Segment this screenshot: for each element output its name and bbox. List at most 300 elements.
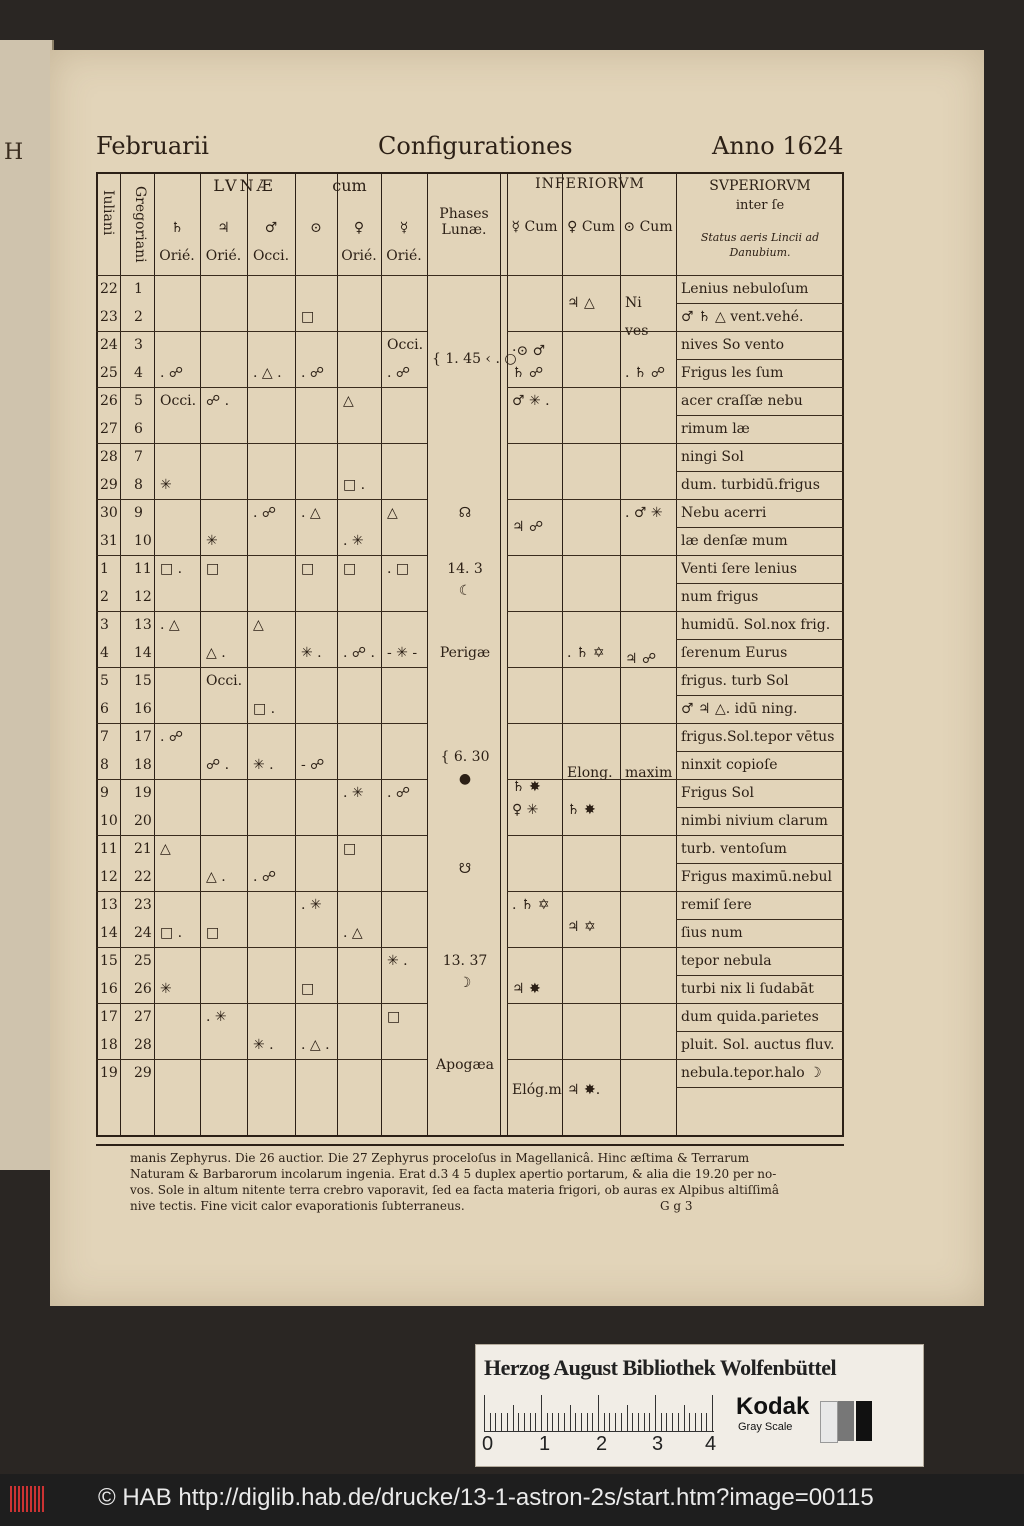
col-lunae: LVNÆ cum [213, 176, 367, 195]
gregorian-day: 2 [134, 309, 143, 325]
julian-day: 11 [100, 841, 118, 857]
ruler-tick [513, 1405, 514, 1431]
scale-ruler [484, 1393, 714, 1432]
gregorian-day: 11 [134, 561, 152, 577]
julian-day: 23 [100, 309, 118, 325]
row-rule [154, 835, 427, 836]
row-rule [154, 443, 427, 444]
lunar-aspect-mark: △ [343, 393, 354, 409]
weather-note: Nebu acerri [681, 505, 767, 521]
weather-note: ſerenum Eurus [681, 645, 788, 661]
julian-day: 8 [100, 757, 109, 773]
julian-day: 17 [100, 1009, 118, 1025]
weather-note: læ denſæ mum [681, 533, 788, 549]
weather-rule [676, 1059, 844, 1060]
julian-day: 1 [100, 561, 109, 577]
ruler-tick [684, 1405, 685, 1431]
ruler-tick [695, 1413, 696, 1431]
row-rule [154, 779, 427, 780]
lunar-aspect-mark: . □ [387, 561, 410, 577]
planet-aspect-mark: . ♄ ✡ [567, 645, 605, 661]
weather-rule [676, 835, 844, 836]
julian-day: 26 [100, 393, 118, 409]
planet-aspect-mark: ♄ ✸ [512, 779, 541, 796]
inferiorum-subheader: ♀ Cum [567, 219, 615, 235]
weather-rule [676, 387, 844, 388]
row-rule [96, 611, 154, 612]
gregorian-day: 21 [134, 841, 152, 857]
planet-aspect-mark: ♃ ☍ [625, 650, 657, 667]
lunae-subheader: ♀ Orié. [341, 220, 377, 264]
footnote-line: vos. Sole in altum nitente terra crebro vaporavit, ſed ea facta materia frigori, ob auras ex Alpibus altiſſimâ [130, 1183, 780, 1197]
lunar-aspect-mark: . ✳ [343, 533, 364, 549]
row-rule [154, 331, 427, 332]
ruler-tick [495, 1413, 496, 1431]
moon-phase-mark: { 1. 45 ‹ . ○ [432, 351, 517, 367]
gregorian-day: 7 [134, 449, 143, 465]
julian-day: 24 [100, 337, 118, 353]
footnote-line: Naturam & Barbarorum incolarum ingenia. Erat d.3 4 5 duplex apertio portarum, & alia die 19.20 per no- [130, 1167, 777, 1181]
gregorian-day: 29 [134, 1065, 152, 1081]
row-rule [96, 331, 154, 332]
ruler-tick [524, 1413, 525, 1431]
weather-note: nebula.tepor.halo ☽ [681, 1065, 822, 1081]
lunar-aspect-mark: Occi. [206, 673, 243, 689]
barcode-icon [10, 1486, 46, 1512]
planet-aspect-mark: ♃ ☍ [512, 519, 544, 535]
footnote-line: nive tectis. Fine vicit calor evaporationis ſubterraneus. G g 3 [130, 1199, 693, 1213]
ruler-tick [627, 1405, 628, 1431]
library-name: Herzog August Bibliothek Wolfenbüttel [484, 1355, 837, 1380]
weather-rule [676, 891, 844, 892]
gregorian-day: 6 [134, 421, 143, 437]
weather-note: ſius num [681, 925, 743, 941]
gregorian-day: 10 [134, 533, 152, 549]
julian-day: 12 [100, 869, 118, 885]
row-rule [96, 667, 154, 668]
ruler-tick [570, 1405, 571, 1431]
row-rule [154, 611, 427, 612]
lunar-aspect-mark: . △ [160, 617, 180, 633]
weather-note: pluit. Sol. auctus fluv. [681, 1037, 835, 1053]
weather-rule [676, 667, 844, 668]
ruler-tick [678, 1413, 679, 1431]
row-rule [96, 835, 154, 836]
moon-phase-mark: ☋ [458, 860, 472, 877]
lunar-aspect-mark: ☍ . [206, 393, 230, 409]
ruler-tick [490, 1413, 491, 1431]
julian-day: 6 [100, 701, 109, 717]
gregorian-day: 28 [134, 1037, 152, 1053]
julian-day: 31 [100, 533, 118, 549]
row-rule [154, 947, 427, 948]
row-rule [96, 779, 154, 780]
weather-note: frigus.Sol.tepor vētus [681, 729, 835, 745]
ruler-tick [655, 1395, 656, 1431]
julian-day: 19 [100, 1065, 118, 1081]
weather-rule [676, 695, 844, 696]
weather-note: acer craſſæ nebu [681, 393, 803, 409]
lunar-aspect-mark: □ [301, 981, 315, 997]
facing-page-edge [0, 40, 54, 1170]
lunar-aspect-mark: . △ . [253, 365, 282, 381]
col-inferiorum: INFERIORVM [535, 176, 645, 192]
lunar-aspect-mark: . ☍ [253, 505, 277, 521]
column-rule [381, 172, 382, 1137]
planet-aspect-mark: ♂ ✳ . [512, 393, 550, 409]
row-rule [154, 1059, 427, 1060]
col-iuliani: Iuliani [100, 190, 116, 236]
weather-rule [676, 947, 844, 948]
ruler-tick [638, 1413, 639, 1431]
gray-patch-light [820, 1401, 838, 1443]
lunar-aspect-mark: △ [253, 617, 264, 633]
planet-aspect-mark: ♀ ✳ [512, 801, 539, 818]
moon-phase-mark: ☾ [458, 583, 472, 600]
lunae-subheader: ☿ Orié. [386, 220, 422, 264]
gregorian-day: 14 [134, 645, 152, 661]
planet-aspect-mark: ♃ △ [567, 295, 595, 311]
weather-note: ninxit copioſe [681, 757, 778, 773]
julian-day: 25 [100, 365, 118, 381]
ruler-tick [615, 1413, 616, 1431]
ruler-tick [592, 1413, 593, 1431]
lunar-aspect-mark: ✳ . [253, 1037, 274, 1053]
row-rule [507, 555, 676, 556]
footnote-rule [96, 1144, 844, 1146]
column-rule [620, 172, 621, 1137]
ruler-tick [604, 1413, 605, 1431]
gregorian-day: 9 [134, 505, 143, 521]
row-rule [507, 1003, 676, 1004]
lunar-aspect-mark: . ✳ [343, 785, 364, 801]
row-rule [96, 1059, 154, 1060]
weather-note: turbi nix li ſudabāt [681, 981, 814, 997]
color-calibration-card [475, 1344, 924, 1467]
column-rule [676, 172, 677, 1137]
ruler-tick [535, 1413, 536, 1431]
ruler-tick [701, 1413, 702, 1431]
ruler-tick [581, 1413, 582, 1431]
lunar-aspect-mark: ✳ [160, 477, 172, 493]
row-rule [96, 891, 154, 892]
gregorian-day: 3 [134, 337, 143, 353]
header-title: Configurationes [378, 132, 573, 160]
julian-day: 22 [100, 281, 118, 297]
row-rule [154, 555, 427, 556]
lunar-aspect-mark: △ . [206, 869, 226, 885]
row-rule [507, 331, 676, 332]
lunar-aspect-mark: ✳ . [253, 757, 274, 773]
julian-day: 14 [100, 925, 118, 941]
moon-phase-mark: 14. 3 [447, 561, 483, 577]
lunar-aspect-mark: . ✳ [206, 1009, 227, 1025]
planet-aspect-mark: ♃ ✡ [567, 919, 596, 936]
row-rule [96, 443, 154, 444]
lunar-aspect-mark: Occi. [160, 393, 197, 409]
lunar-aspect-mark: . ☍ [387, 785, 411, 801]
lunar-aspect-mark: . ☍ [253, 869, 277, 885]
gray-patch-mid [838, 1401, 854, 1441]
weather-note: Frigus maximū.nebul [681, 869, 832, 885]
ruler-tick [587, 1413, 588, 1431]
ruler-tick [552, 1413, 553, 1431]
viewer-footer [0, 1474, 1024, 1526]
gregorian-day: 17 [134, 729, 152, 745]
weather-note: Lenius nebuloſum [681, 281, 809, 297]
row-rule [154, 499, 427, 500]
lunar-aspect-mark: . ✳ [301, 897, 322, 913]
row-rule [507, 387, 676, 388]
ruler-tick [649, 1413, 650, 1431]
lunar-aspect-mark: △ . [206, 645, 226, 661]
row-rule [507, 891, 676, 892]
signature-mark: G g 3 [660, 1199, 693, 1213]
julian-day: 15 [100, 953, 118, 969]
lunar-aspect-mark: - ☍ [301, 757, 325, 773]
weather-note: humidū. Sol.nox frig. [681, 617, 831, 633]
lunar-aspect-mark: . ☍ [160, 729, 184, 745]
weather-rule [676, 359, 844, 360]
col-inter-se: inter ſe [735, 198, 785, 213]
row-rule [507, 667, 676, 668]
moon-phase-mark: ● [458, 771, 472, 787]
column-rule [247, 172, 248, 1137]
inferiorum-subheader: ☿ Cum [511, 219, 558, 235]
lunar-aspect-mark: - ✳ - [387, 645, 418, 661]
ruler-tick [644, 1413, 645, 1431]
julian-day: 5 [100, 673, 109, 689]
column-rule [500, 172, 501, 1137]
lunar-aspect-mark: Occi. [387, 337, 424, 353]
row-rule [96, 555, 154, 556]
julian-day: 28 [100, 449, 118, 465]
facing-page-fragment: H [4, 140, 24, 165]
lunar-aspect-mark: . ☍ [301, 365, 325, 381]
row-rule [154, 891, 427, 892]
weather-note: num frigus [681, 589, 759, 605]
gregorian-day: 8 [134, 477, 143, 493]
weather-rule [676, 303, 844, 304]
column-rule [200, 172, 201, 1137]
lunar-aspect-mark: □ [301, 561, 315, 577]
gregorian-day: 22 [134, 869, 152, 885]
moon-phase-mark: ☊ [458, 505, 472, 521]
lunar-aspect-mark: . ☍ [160, 365, 184, 381]
ruler-tick [712, 1395, 713, 1431]
column-rule [562, 172, 563, 1137]
col-status-aeris: Status aeris Lincii ad Danubium. [700, 231, 820, 259]
weather-note: Venti ſere lenius [681, 561, 798, 577]
lunar-aspect-mark: . ☍ [387, 365, 411, 381]
moon-phase-mark: { 6. 30 [440, 748, 490, 765]
weather-rule [676, 919, 844, 920]
lunar-aspect-mark: □ [343, 561, 357, 577]
ruler-tick [609, 1413, 610, 1431]
footnote [130, 1150, 830, 1214]
column-rule [154, 172, 155, 1137]
lunae-subheader: ⊙ [310, 220, 322, 236]
planet-aspect-mark: . ♄ ✡ [512, 897, 550, 913]
ruler-tick [530, 1413, 531, 1431]
julian-day: 13 [100, 897, 118, 913]
weather-rule [676, 331, 844, 332]
julian-day: 29 [100, 477, 118, 493]
lunar-aspect-mark: ✳ . [387, 953, 408, 969]
weather-rule [676, 1087, 844, 1088]
weather-rule [676, 1003, 844, 1004]
row-rule [507, 443, 676, 444]
weather-rule [676, 779, 844, 780]
header-year: Anno 1624 [712, 132, 844, 160]
julian-day: 16 [100, 981, 118, 997]
gregorian-day: 15 [134, 673, 152, 689]
gregorian-day: 13 [134, 617, 152, 633]
planet-aspect-mark: ♃ ✸. [567, 1081, 601, 1098]
weather-rule [676, 1031, 844, 1032]
column-rule [427, 172, 428, 1137]
ruler-tick [661, 1413, 662, 1431]
lunar-aspect-mark: . △ [343, 925, 363, 941]
lunar-aspect-mark: . △ [301, 505, 321, 521]
planet-aspect-mark: maxim [625, 765, 673, 782]
gregorian-day: 25 [134, 953, 152, 969]
weather-rule [676, 723, 844, 724]
gregorian-day: 20 [134, 813, 152, 829]
weather-note: dum. turbidū.frigus [681, 477, 820, 493]
row-rule [507, 611, 676, 612]
lunae-subheader: ♂ Occi. [252, 220, 290, 264]
ruler-tick [598, 1395, 599, 1431]
lunar-aspect-mark: ✳ [206, 533, 218, 549]
footnote-line: manis Zephyrus. Die 26 auctior. Die 27 Zephyrus proceloſus in Magellanicâ. Hinc æſtima & Terrarum [130, 1151, 750, 1165]
ruler-tick [507, 1413, 508, 1431]
lunar-aspect-mark: ✳ [160, 981, 172, 997]
gregorian-day: 12 [134, 589, 152, 605]
lunar-aspect-mark: □ . [343, 477, 366, 493]
lunar-aspect-mark: . ☍ . [343, 645, 375, 661]
ruler-tick [666, 1413, 667, 1431]
lunar-aspect-mark: □ . [160, 561, 183, 577]
copyright-url[interactable]: © HAB http://diglib.hab.de/drucke/13-1-astron-2s/start.htm?image=00115 [98, 1484, 874, 1511]
row-rule [154, 387, 427, 388]
moon-phase-mark: ☽ [458, 975, 472, 992]
ruler-tick [706, 1413, 707, 1431]
gray-patch-dark [856, 1401, 872, 1441]
row-rule [154, 1003, 427, 1004]
row-rule [154, 723, 427, 724]
planet-aspect-mark: Elóg.m [512, 1081, 562, 1098]
header-month: Februarii [96, 132, 209, 160]
weather-rule [676, 611, 844, 612]
julian-day: 18 [100, 1037, 118, 1053]
gregorian-day: 5 [134, 393, 143, 409]
lunar-aspect-mark: □ . [160, 925, 183, 941]
col-gregoriani: Gregoriani [132, 186, 148, 263]
ruler-tick [672, 1413, 673, 1431]
julian-day: 2 [100, 589, 109, 605]
row-rule [96, 947, 154, 948]
lunar-aspect-mark: □ [301, 309, 315, 325]
ruler-tick [689, 1413, 690, 1431]
weather-rule [676, 415, 844, 416]
column-rule [295, 172, 296, 1137]
planet-aspect-mark: ves [625, 323, 649, 339]
row-rule [507, 499, 676, 500]
scale-label: 2 [596, 1433, 608, 1455]
weather-rule [676, 975, 844, 976]
row-rule [96, 723, 154, 724]
lunar-aspect-mark: ✳ . [301, 645, 322, 661]
gregorian-day: 4 [134, 365, 143, 381]
planet-aspect-mark: Ni [625, 295, 642, 311]
ruler-tick [621, 1413, 622, 1431]
weather-note: tepor nebula [681, 953, 772, 969]
weather-note: Frigus les ſum [681, 365, 784, 381]
julian-day: 3 [100, 617, 109, 633]
weather-note: dum quida.parietes [681, 1009, 819, 1025]
planet-aspect-mark: ♄ ☍ [512, 365, 544, 381]
scale-label: 3 [652, 1433, 664, 1455]
row-rule [96, 1003, 154, 1004]
weather-note: ♂ ♄ △ vent.vehé. [681, 309, 804, 325]
ruler-tick [518, 1413, 519, 1431]
lunar-aspect-mark: □ [343, 841, 357, 857]
weather-rule [676, 499, 844, 500]
lunar-aspect-mark: . △ . [301, 1037, 330, 1053]
lunar-aspect-mark: □ [206, 561, 220, 577]
weather-note: ningi Sol [681, 449, 744, 465]
row-rule [96, 387, 154, 388]
weather-rule [676, 751, 844, 752]
planet-aspect-mark: ♃ ✸ [512, 981, 541, 997]
julian-day: 7 [100, 729, 109, 745]
gregorian-day: 26 [134, 981, 152, 997]
weather-rule [676, 471, 844, 472]
scale-label: 0 [482, 1433, 494, 1455]
moon-phase-mark: Apogæa [436, 1056, 494, 1073]
gregorian-day: 24 [134, 925, 152, 941]
julian-day: 10 [100, 813, 118, 829]
row-rule [96, 499, 154, 500]
weather-note: nives So vento [681, 337, 785, 353]
gregorian-day: 19 [134, 785, 152, 801]
weather-rule [676, 527, 844, 528]
scale-label: 4 [705, 1433, 717, 1455]
planet-aspect-mark: Elong. [567, 765, 613, 782]
weather-rule [676, 555, 844, 556]
lunar-aspect-mark: ☍ . [206, 757, 230, 773]
lunar-aspect-mark: □ [387, 1009, 401, 1025]
col-superiorum: SVPERIORVM [709, 178, 811, 194]
weather-rule [676, 639, 844, 640]
planet-aspect-mark: . ♂ ✳ [625, 505, 663, 521]
gray-scale-label: Gray Scale [738, 1421, 793, 1433]
kodak-logo: Kodak [736, 1393, 810, 1420]
gregorian-day: 18 [134, 757, 152, 773]
weather-note: turb. ventoſum [681, 841, 787, 857]
lunar-aspect-mark: △ [160, 841, 171, 857]
row-rule [154, 667, 427, 668]
julian-day: 4 [100, 645, 109, 661]
ruler-tick [575, 1413, 576, 1431]
lunar-aspect-mark: △ [387, 505, 398, 521]
row-rule [507, 723, 676, 724]
column-rule [507, 172, 508, 1137]
ruler-tick [632, 1413, 633, 1431]
gregorian-day: 16 [134, 701, 152, 717]
planet-aspect-mark: ♄ ✸ [567, 801, 596, 818]
